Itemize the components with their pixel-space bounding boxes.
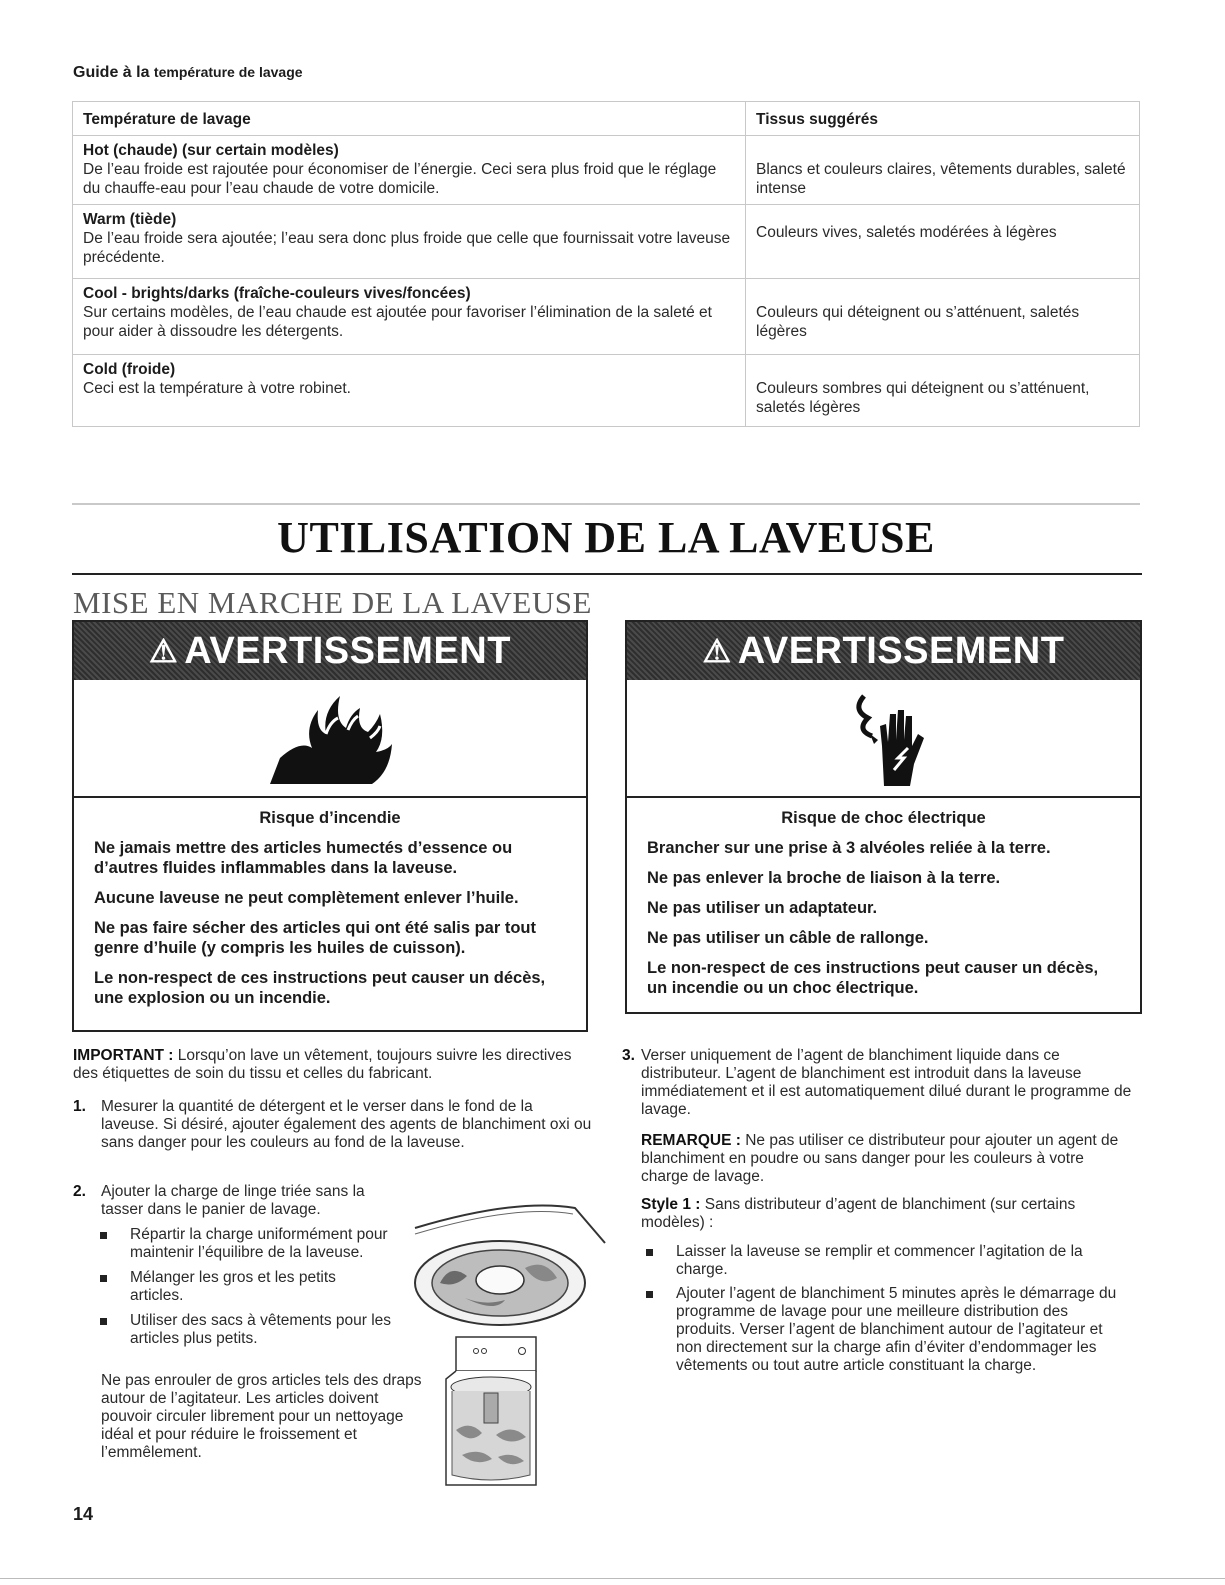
style-label: Style 1 : bbox=[641, 1196, 701, 1213]
warning-pictogram bbox=[627, 680, 1140, 798]
warning-header-label: AVERTISSEMENT bbox=[737, 629, 1065, 672]
step-number: 1. bbox=[73, 1098, 86, 1115]
page-number: 14 bbox=[73, 1504, 94, 1524]
warning-triangle-icon: ⚠ bbox=[702, 633, 732, 669]
electric-shock-icon bbox=[834, 686, 934, 790]
guide-title-rest: température de lavage bbox=[153, 64, 303, 80]
section-title: UTILISATION DE LA LAVEUSE bbox=[277, 513, 935, 562]
remark-label: REMARQUE : bbox=[641, 1132, 741, 1149]
list-item-text: Répartir la charge uniformément pour maintenir l’équilibre de la laveuse. bbox=[130, 1226, 388, 1261]
guide-title-lead: Guide à la bbox=[73, 64, 150, 81]
bullet-icon bbox=[100, 1275, 107, 1282]
fabrics-cell: Blancs et couleurs claires, vêtements durables, saleté intense bbox=[746, 136, 1140, 205]
temperature-cell bbox=[73, 279, 746, 355]
temperature-name: Cold (froide) bbox=[83, 361, 176, 378]
warning-line: Aucune laveuse ne peut complètement enlever l’huile. bbox=[94, 889, 519, 907]
warning-body bbox=[74, 798, 586, 1008]
step-2-note: Ne pas enrouler de gros articles tels des draps autour de l’agitateur. Les articles doivent pouvoir circuler librement pour un nettoyage idéal et pour réduire le froissement et l’emmêlement. bbox=[101, 1372, 422, 1461]
step-text: Mesurer la quantité de détergent et le verser dans le fond de la laveuse. Si désiré, ajouter également des agents de blanchiment oxi ou sans danger pour les couleurs au fond de la laveuse. bbox=[101, 1098, 592, 1151]
temperature-cell bbox=[73, 355, 746, 427]
step-1 bbox=[73, 1098, 593, 1152]
shock-warning-box bbox=[625, 620, 1142, 1014]
step-2 bbox=[73, 1183, 403, 1219]
header-fabrics: Tissus suggérés bbox=[746, 102, 1140, 136]
warning-line: Ne jamais mettre des articles humectés d’essence ou d’autres fluides inflammables dans la laveuse. bbox=[94, 839, 513, 877]
style-text: Sans distributeur d’agent de blanchiment (sur certains modèles) : bbox=[641, 1196, 1076, 1231]
important-note bbox=[73, 1047, 583, 1083]
list-item bbox=[100, 1269, 380, 1305]
title-underline bbox=[72, 573, 1142, 575]
style-note bbox=[641, 1196, 1101, 1232]
warning-line: Ne pas enlever la broche de liaison à la terre. bbox=[647, 869, 1001, 887]
list-item-text: Ajouter l’agent de blanchiment 5 minutes après le démarrage du programme de lavage pour une meilleure distribution des produits. Verser l’agent de blanchiment autour de l’agitateur et non directement sur la charge afin d’éviter d’endommager les vêtements ou tout autre article constituant la charge. bbox=[676, 1285, 1117, 1374]
warning-triangle-icon: ⚠ bbox=[149, 633, 179, 669]
guide-title bbox=[73, 64, 303, 82]
warning-line: Le non-respect de ces instructions peut causer un décès, un incendie ou un choc électrique. bbox=[647, 959, 1099, 997]
step-number: 3. bbox=[622, 1047, 635, 1064]
header-temperature: Température de lavage bbox=[73, 102, 746, 136]
remark-note bbox=[641, 1132, 1131, 1186]
style-bullets bbox=[646, 1243, 1126, 1375]
list-item bbox=[646, 1285, 1126, 1375]
temperature-description: De l’eau froide sera ajoutée; l’eau sera donc plus froide que celle que fournissait votre laveuse précédente. bbox=[83, 230, 731, 266]
warning-line: Ne pas utiliser un câble de rallonge. bbox=[647, 929, 929, 947]
temperature-description: Ceci est la température à votre robinet. bbox=[83, 380, 351, 397]
temperature-cell bbox=[73, 205, 746, 279]
warning-header-label: AVERTISSEMENT bbox=[184, 629, 511, 672]
step-text: Ajouter la charge de linge triée sans la tasser dans le panier de lavage. bbox=[101, 1183, 365, 1218]
washer-load-illustration bbox=[440, 1335, 540, 1490]
warning-header bbox=[627, 622, 1140, 680]
table-row bbox=[73, 355, 1140, 427]
warning-header bbox=[74, 622, 586, 680]
temperature-name: Warm (tiède) bbox=[83, 211, 177, 228]
warning-risk-title: Risque de choc électrique bbox=[781, 809, 986, 827]
table-row bbox=[73, 279, 1140, 355]
list-item-text: Laisser la laveuse se remplir et commencer l’agitation de la charge. bbox=[676, 1243, 1083, 1278]
washer-drum-illustration bbox=[405, 1188, 620, 1328]
page-bottom-edge bbox=[0, 1578, 1225, 1579]
temperature-name: Cool - brights/darks (fraîche-couleurs vives/foncées) bbox=[83, 285, 471, 302]
list-item bbox=[100, 1226, 400, 1262]
warning-line: Ne pas faire sécher des articles qui ont été salis par tout genre d’huile (y compris les huiles de cuisson). bbox=[94, 919, 536, 957]
step-text: Verser uniquement de l’agent de blanchiment liquide dans ce distributeur. L’agent de blanchiment est introduit dans la laveuse immédiatement et il est automatiquement dilué durant le programme de lavage. bbox=[641, 1047, 1132, 1118]
list-item bbox=[646, 1243, 1126, 1279]
important-label: IMPORTANT : bbox=[73, 1047, 174, 1064]
list-item bbox=[100, 1312, 400, 1348]
warning-line: Brancher sur une prise à 3 alvéoles reliée à la terre. bbox=[647, 839, 1051, 857]
warning-line: Le non-respect de ces instructions peut causer un décès, une explosion ou un incendie. bbox=[94, 969, 546, 1007]
bullet-icon bbox=[100, 1318, 107, 1325]
bullet-icon bbox=[100, 1232, 107, 1239]
step-number: 2. bbox=[73, 1183, 86, 1200]
temperature-description: De l’eau froide est rajoutée pour économiser de l’énergie. Ceci sera plus froid que le réglage du chauffe-eau pour l’eau chaude de votre domicile. bbox=[83, 161, 717, 197]
important-text: Lorsqu’on lave un vêtement, toujours suivre les directives des étiquettes de soin du tissu et celles du fabricant. bbox=[73, 1047, 572, 1082]
table-row bbox=[73, 205, 1140, 279]
temperature-cell bbox=[73, 136, 746, 205]
fabrics-cell: Couleurs vives, saletés modérées à légères bbox=[746, 205, 1140, 279]
remark-text: Ne pas utiliser ce distributeur pour ajouter un agent de blanchiment en poudre ou sans danger pour les couleurs à votre charge de lavage. bbox=[641, 1132, 1119, 1185]
step-3 bbox=[622, 1047, 1142, 1119]
table-row bbox=[73, 136, 1140, 205]
list-item-text: Utiliser des sacs à vêtements pour les articles plus petits. bbox=[130, 1312, 392, 1347]
section-divider bbox=[72, 503, 1140, 505]
list-item-text: Mélanger les gros et les petits articles. bbox=[130, 1269, 336, 1304]
table-header-row bbox=[73, 102, 1140, 136]
fire-icon bbox=[260, 688, 400, 788]
bullet-icon bbox=[646, 1291, 653, 1298]
warning-body bbox=[627, 798, 1140, 998]
step-2-bullets bbox=[100, 1226, 400, 1355]
warning-pictogram bbox=[74, 680, 586, 798]
fire-warning-box bbox=[72, 620, 588, 1032]
section-subtitle: MISE EN MARCHE DE LA LAVEUSE bbox=[73, 585, 592, 620]
temperature-description: Sur certains modèles, de l’eau chaude est ajoutée pour favoriser l’élimination de la saleté et pour aider à dissoudre les détergents. bbox=[83, 304, 712, 340]
fabrics-cell: Couleurs sombres qui déteignent ou s’atténuent, saletés légères bbox=[746, 355, 1140, 427]
temperature-name: Hot (chaude) (sur certain modèles) bbox=[83, 142, 339, 159]
bullet-icon bbox=[646, 1249, 653, 1256]
warning-risk-title: Risque d’incendie bbox=[259, 809, 401, 827]
fabrics-cell: Couleurs qui déteignent ou s’atténuent, saletés légères bbox=[746, 279, 1140, 355]
warning-line: Ne pas utiliser un adaptateur. bbox=[647, 899, 878, 917]
temperature-table bbox=[72, 101, 1140, 427]
